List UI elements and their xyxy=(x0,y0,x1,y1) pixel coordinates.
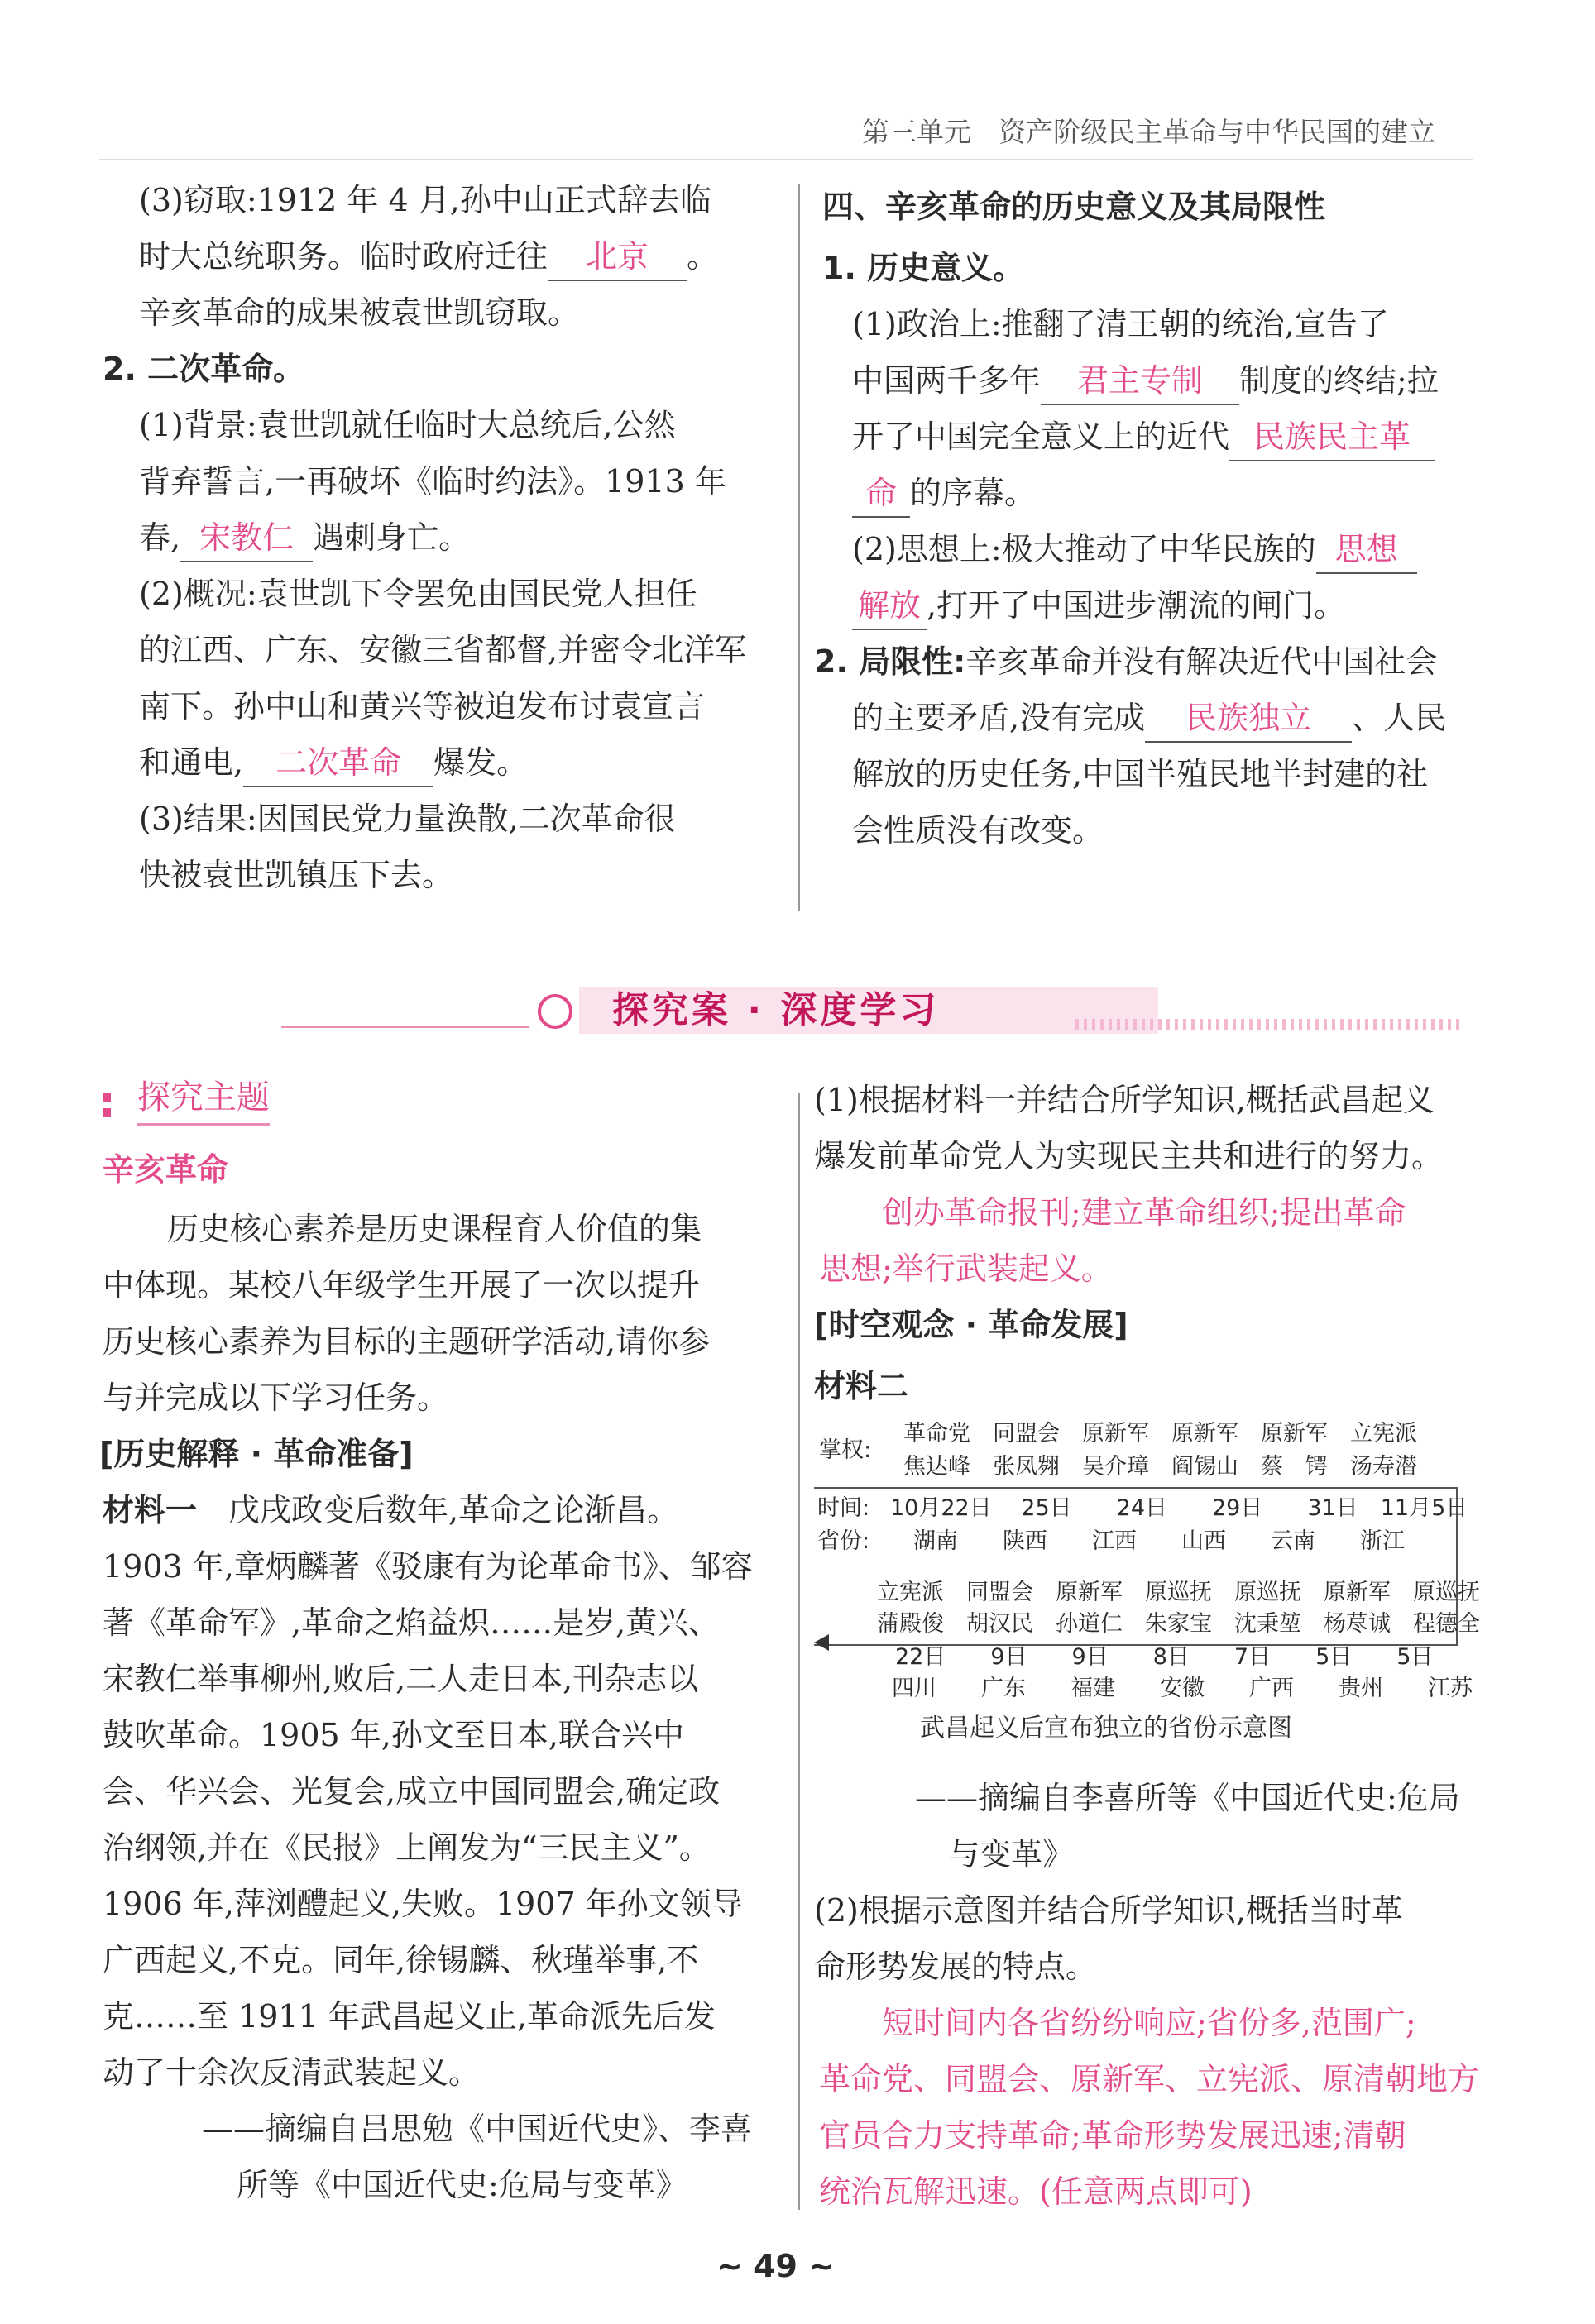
text-line: 动了十余次反清武装起义。 xyxy=(103,2054,481,2091)
column-divider xyxy=(798,1093,800,2210)
text-line: (2)概况:袁世凯下令罢免由国民党人担任 xyxy=(139,576,697,612)
question-line: (1)根据材料一并结合所学知识,概括武昌起义 xyxy=(814,1082,1435,1118)
answer-blank: 宋教仁 xyxy=(180,514,313,562)
text: 辛亥革命并没有解决近代中国社会 xyxy=(965,643,1438,680)
text: 开了中国完全意义上的近代 xyxy=(852,418,1230,455)
text: 遇刺身亡。 xyxy=(313,519,471,556)
source-line: ——摘编自吕思勉《中国近代史》、李喜 xyxy=(202,2111,753,2147)
text: 戊戌政变后数年,革命之论渐昌。 xyxy=(197,1492,679,1528)
answer-blank: 民族独立 xyxy=(1145,695,1352,743)
text-line: 治纲领,并在《民报》上阐发为“三民主义”。 xyxy=(103,1829,711,1866)
text-line: 历史核心素养为目标的主题研学活动,请你参 xyxy=(103,1323,711,1360)
answer-blank: 民族民主革 xyxy=(1229,414,1435,461)
diagram-top-party: 革命党 同盟会 原新军 原新军 原新军 立宪派 xyxy=(903,1421,1417,1447)
diagram-caption: 武昌起义后宣布独立的省份示意图 xyxy=(920,1714,1292,1743)
answer-line: 思想;举行武装起义。 xyxy=(819,1250,1113,1287)
text: 、人民 xyxy=(1352,700,1447,736)
diagram-bot-party: 立宪派 同盟会 原新军 原巡抚 原巡抚 原新军 原巡抚 xyxy=(877,1580,1480,1605)
section-heading: [时空观念 · 革命发展] xyxy=(814,1307,1128,1343)
answer-line: 短时间内各省纷纷响应;省份多,范围广; xyxy=(882,2005,1416,2041)
diagram-top-dates: 10月22日 25日 24日 29日 31日 11月5日 xyxy=(890,1495,1468,1521)
text-line: 南下。孙中山和黄兴等被迫发布讨袁宣言 xyxy=(139,688,706,724)
text-line xyxy=(814,634,1437,690)
text-line: 快被袁世凯镇压下去。 xyxy=(139,857,454,893)
section-heading: 2. 二次革命。 xyxy=(103,351,305,387)
text-line xyxy=(852,409,1435,465)
text-line: 与并完成以下学习任务。 xyxy=(103,1380,449,1416)
answer-line: 官员合力支持革命;革命形势发展迅速;清朝 xyxy=(819,2117,1406,2154)
answer-blank: 北京 xyxy=(548,233,687,281)
unit-header: 第三单元 资产阶级民主革命与中华民国的建立 xyxy=(862,116,1435,148)
question-line: (2)根据示意图并结合所学知识,概括当时革 xyxy=(814,1892,1403,1929)
question-line: 命形势发展的特点。 xyxy=(814,1949,1098,1985)
answer-line: 统治瓦解迅速。(任意两点即可) xyxy=(819,2173,1253,2210)
source-line: 所等《中国近代史:危局与变革》 xyxy=(237,2167,687,2203)
section-heading: 四、辛亥革命的历史意义及其局限性 xyxy=(822,189,1326,225)
answer-blank: 二次革命 xyxy=(243,739,433,787)
text-line xyxy=(852,465,1036,521)
text-line: 解放的历史任务,中国半殖民地半封建的社 xyxy=(852,756,1429,792)
text-line xyxy=(103,1482,678,1538)
text: 爆发。 xyxy=(433,744,529,781)
material-label: 材料二 xyxy=(814,1368,909,1404)
text-line: 会性质没有改变。 xyxy=(852,812,1104,849)
material-label: 材料一 xyxy=(103,1492,198,1528)
banner-line-left xyxy=(281,1026,529,1028)
header-rule xyxy=(99,159,1473,160)
text: (2)思想上:极大推动了中华民族的 xyxy=(852,531,1316,567)
banner-stripes xyxy=(1075,1019,1464,1030)
text-line xyxy=(852,577,1345,634)
answer-blank: 命 xyxy=(852,470,910,518)
text: 春, xyxy=(139,519,181,556)
text-line: 中体现。某校八年级学生开展了一次以提升 xyxy=(103,1267,701,1303)
text: 的序幕。 xyxy=(910,475,1037,511)
arrow-left-icon xyxy=(814,1634,829,1651)
text-line: 辛亥革命的成果被袁世凯窃取。 xyxy=(139,294,580,331)
text-line: 1906 年,萍浏醴起义,失败。1907 年孙文领导 xyxy=(103,1886,743,1922)
diagram-top-names: 焦达峰 张凤翙 吴介璋 阎锡山 蔡 锷 汤寿潜 xyxy=(903,1454,1417,1480)
text-line: 的江西、广东、安徽三省都督,并密令北洋军 xyxy=(139,632,747,668)
text: 制度的终结;拉 xyxy=(1239,362,1439,399)
banner-title: 探究案 · 深度学习 xyxy=(612,989,940,1031)
text-line xyxy=(852,521,1417,577)
section-heading: [历史解释 · 革命准备] xyxy=(99,1436,414,1472)
text: 时大总统职务。临时政府迁往 xyxy=(139,238,548,275)
magnifier-icon xyxy=(538,994,572,1029)
answer-blank: 思想 xyxy=(1316,526,1417,574)
diagram-label: 省份: xyxy=(817,1528,870,1554)
text-line xyxy=(139,509,470,566)
answer-blank: 解放 xyxy=(852,582,927,630)
text-line: 会、华兴会、光复会,成立中国同盟会,确定政 xyxy=(103,1773,721,1810)
text-line: 宋教仁举事柳州,败后,二人走日本,刊杂志以 xyxy=(103,1661,699,1697)
column-divider xyxy=(798,184,800,911)
text: ,打开了中国进步潮流的闸门。 xyxy=(927,587,1346,624)
text: 中国两千多年 xyxy=(852,362,1042,399)
independence-diagram xyxy=(814,1414,1480,1743)
diagram-bot-names: 蒲殿俊 胡汉民 孙道仁 朱家宝 沈秉堃 杨荩诚 程德全 xyxy=(877,1611,1480,1637)
answer-blank: 君主专制 xyxy=(1041,357,1239,405)
text-line: 鼓吹革命。1905 年,孙文至日本,联合兴中 xyxy=(103,1717,684,1753)
text-line: (3)结果:因国民党力量涣散,二次革命很 xyxy=(139,801,676,837)
topic-bullet-icon xyxy=(103,1108,111,1117)
text: 和通电, xyxy=(139,744,244,781)
text: 。 xyxy=(687,238,719,275)
text-line: 著《革命军》,革命之焰益炽……是岁,黄兴、 xyxy=(103,1604,721,1641)
subtopic-title: 辛亥革命 xyxy=(103,1151,229,1188)
text-line: 背弃誓言,一再破坏《临时约法》。1913 年 xyxy=(139,463,726,500)
question-line: 爆发前革命党人为实现民主共和进行的努力。 xyxy=(814,1138,1444,1174)
section-heading: 2. 局限性: xyxy=(814,643,966,680)
section-banner xyxy=(281,976,1464,1042)
section-heading: 1. 历史意义。 xyxy=(822,250,1025,286)
topic-bullet-icon xyxy=(103,1093,111,1102)
text-line: 1903 年,章炳麟著《驳康有为论革命书》、邹容 xyxy=(103,1548,753,1585)
text-line: 广西起义,不克。同年,徐锡麟、秋瑾举事,不 xyxy=(103,1942,699,1978)
text-line: (1)政治上:推翻了清王朝的统治,宣告了 xyxy=(852,306,1389,342)
source-line: 与变革》 xyxy=(948,1836,1075,1872)
text: 的主要矛盾,没有完成 xyxy=(852,700,1146,736)
text-line xyxy=(139,734,528,791)
answer-line: 革命党、同盟会、原新军、立宪派、原清朝地方 xyxy=(819,2061,1480,2097)
text-line: (1)背景:袁世凯就任临时大总统后,公然 xyxy=(139,407,676,443)
text-line: 历史核心素养是历史课程育人价值的集 xyxy=(167,1211,702,1247)
diagram-top-prov: 湖南 陕西 江西 山西 云南 浙江 xyxy=(913,1528,1405,1554)
text-line xyxy=(139,228,718,285)
page-number: ~ 49 ~ xyxy=(716,2248,836,2284)
diagram-bot-prov: 四川 广东 福建 安徽 广西 贵州 江苏 xyxy=(892,1676,1473,1701)
text-line xyxy=(852,352,1439,409)
diagram-label: 掌权: xyxy=(819,1437,872,1463)
diagram-bot-dates: 22日 9日 9日 8日 7日 5日 5日 xyxy=(895,1644,1434,1670)
topic-title: 探究主题 xyxy=(137,1072,270,1126)
diagram-label: 时间: xyxy=(817,1495,870,1521)
text-line: (3)窃取:1912 年 4 月,孙中山正式辞去临 xyxy=(139,182,711,218)
source-line: ——摘编自李喜所等《中国近代史:危局 xyxy=(915,1780,1460,1816)
text-line xyxy=(852,690,1446,746)
text-line: 克……至 1911 年武昌起义止,革命派先后发 xyxy=(103,1998,716,2035)
answer-line: 创办革命报刊;建立革命组织;提出革命 xyxy=(882,1194,1406,1231)
